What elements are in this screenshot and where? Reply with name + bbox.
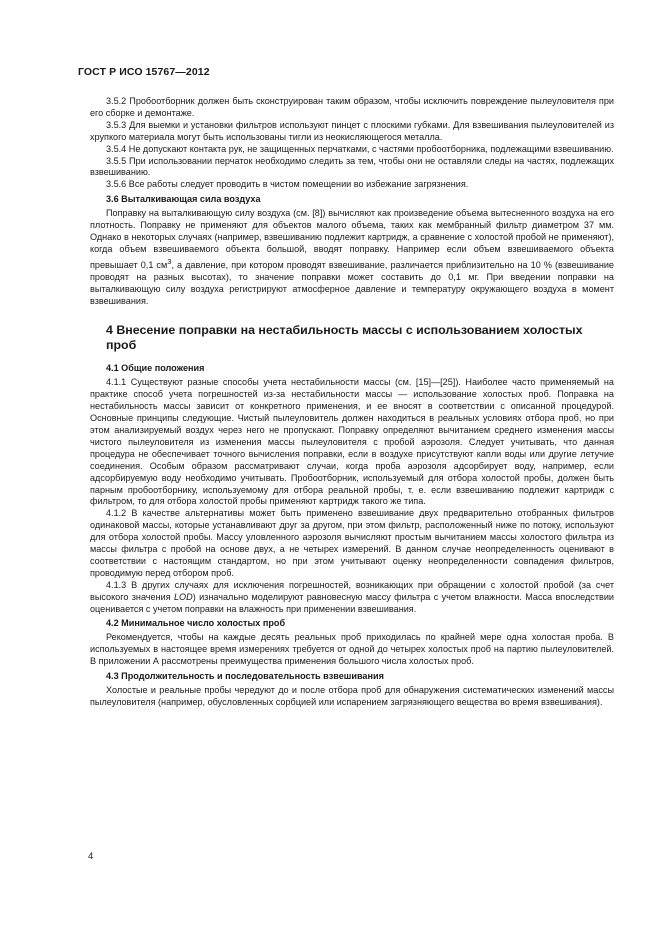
paragraph-4-1-2: 4.1.2 В качестве альтернативы может быть применено взвешивание двух предварительно отобранных фильтров одинаковой массы, которые устанавливают друг за другом, при этом фильтр, расположенный ниже по потоку, используют для отбора холостой пробы. Массу уловленного аэрозоля вычисляют простым вычитанием массы холостого фильтра из массы фильтра с пробой на основе двух, а не четырех измерений. В данном случае неопределенность оценивают в соответствии с настоящим стандартом, но при этом учитывают оценку неопределенности совпадения фильтров, проводимую перед отбором проб. <box>90 508 614 578</box>
paragraph-3-5-2: 3.5.2 Пробоотборник должен быть сконструирован таким образом, чтобы исключить повреждение пылеуловителя при его сборке и демонтаже. <box>90 96 614 118</box>
paragraph-3-5-3: 3.5.3 Для выемки и установки фильтров используют пинцет с плоскими губками. Для взвешивания пылеуловителей из хрупкого материала могут быть использованы тигли из неокисляющегося металла. <box>90 119 614 142</box>
paragraph-4-1-3-part-1: 4.1.3 В других случаях для исключения погрешностей, возникающих при обращении с холостой пробой (за счет высокого значения <box>90 579 614 602</box>
subsection-heading-4-1: 4.1 Общие положения <box>106 363 205 374</box>
paragraph-3-5-6: 3.5.6 Все работы следует проводить в чистом помещении во избежание загрязнения. <box>106 179 469 190</box>
paragraph-3-6-part-2: , а давление, при котором проводят взвешивание, различается приблизительно на 10 % (взвешивание проводят на разных высотах), то значение поправки может составить до 0,1 мг. При введении поправки на выталкивающую силу воздуха регистрируют атмосферное давление и температуру окружающего воздуха в момент взвешивания. <box>90 259 614 306</box>
paragraph-4-1-3-part-2: ) изначально моделируют равновесную массу фильтра с учетом влажности. Масса впоследствии оценивается с учетом поправки на влажность при применении взвешивания. <box>90 591 615 614</box>
document-header: ГОСТ Р ИСО 15767—2012 <box>78 66 210 78</box>
page-number: 4 <box>88 851 94 862</box>
paragraph-4-3: Холостые и реальные пробы чередуют до и после отбора проб для обнаружения систематических изменений массы пылеуловителя (например, обусловленных сорбцией или испарением загрязняющего вещества во время взвешивания). <box>90 685 614 707</box>
subsection-heading-3-6: 3.6 Выталкивающая сила воздуха <box>106 194 261 205</box>
paragraph-4-1-1: 4.1.1 Существуют разные способы учета нестабильности массы (см. [15]—[25]). Наиболее часто применяемый на практике способ учета погрешностей из-за нестабильности массы — использование холостых проб. Поправка на нестабильность массы зависит от конкретного применения, и ее вносят в соответствии с описанной процедурой. Основные принципы следующие. Чистый пылеуловитель должен находиться в реальных условиях отбора проб, но при этом анализируемый воздух через него не пропускают. Поправку определяют вычитанием среднего изменения массы чистого пылеуловителя из изменения массы пылеуловителя с пробой аэрозоля. Следует учитывать, что данная процедура не обеспечивает точного вычисления поправки, если в воздухе присутствуют капли воды или другие летучие соединения. Особым образом рассматривают случаи, когда проба аэрозоля адсорбирует воду, например, если адсорбируемую воду необходимо учитывать. Пробоотборник, используемый для отбора холостой пробы, должен быть парным пробоотборнику, используемому для отбора реальной пробы, т. е. если взвешиванию подлежит картридж с фильтром, то для отбора холостой пробы применяют картридж такого же типа. <box>90 377 614 507</box>
superscript-cubic: 3 <box>167 256 172 266</box>
lod-term: LOD <box>174 591 193 602</box>
section-heading-4: 4 Внесение поправки на нестабильность массы с использованием холостых проб <box>106 323 583 353</box>
paragraph-4-1-3 <box>90 580 614 616</box>
paragraph-3-6 <box>90 208 614 307</box>
paragraph-3-6-part-1: Поправку на выталкивающую силу воздуха (см. [8]) вычисляют как произведение объема вытесненного воздуха на его плотность. Поправку не применяют для объектов малого объема, таких как мембранный фильтр диаметром 37 мм. Однако в некоторых случаях (например, взвешиванию подлежит картридж, а сравнение с холостой пробой не применяют), когда объем взвешиваемого объекта большой, вводят поправку. Например если объем взвешиваемого объекта превышает 0,1 см <box>90 208 614 270</box>
paragraph-3-5-5: 3.5.5 При использовании перчаток необходимо следить за тем, чтобы они не оставляли следы на частях, подлежащих взвешиванию. <box>90 155 614 178</box>
subsection-heading-4-2: 4.2 Минимальное число холостых проб <box>106 618 286 629</box>
document-body <box>90 96 614 709</box>
paragraph-3-5-4: 3.5.4 Не допускают контакта рук, не защищенных перчатками, с частями пробоотборника, подлежащими взвешиванию. <box>106 143 614 154</box>
subsection-heading-4-3: 4.3 Продолжительность и последовательность взвешивания <box>106 671 384 682</box>
paragraph-4-2: Рекомендуется, чтобы на каждые десять реальных проб приходилась по крайней мере одна холостая проба. В используемых в настоящее время измерениях требуется от одной до четырех холостых проб на партию пылеуловителей. В приложении А рассмотрены преимущества применения большого числа холостых проб. <box>90 632 614 667</box>
